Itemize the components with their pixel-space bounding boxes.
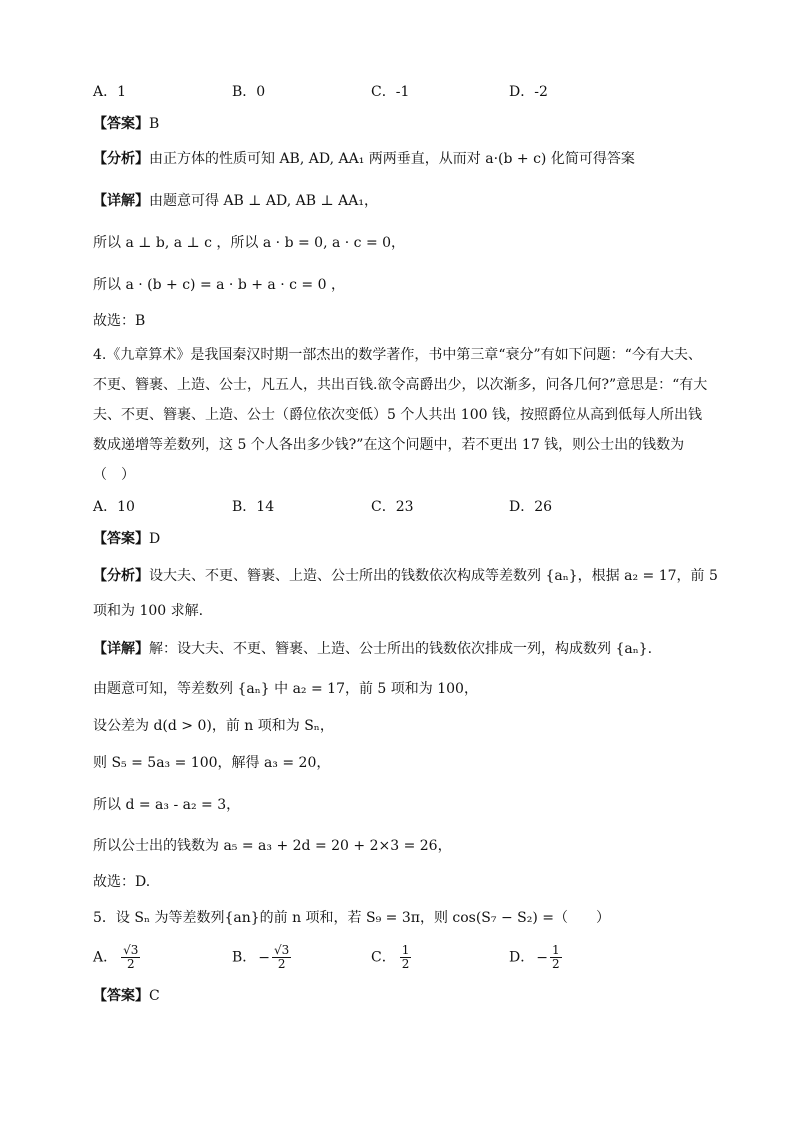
q4-step-2: 设公差为 d(d > 0)，前 n 项和为 Sₙ， <box>93 718 334 734</box>
q3-option-d: D．-2 <box>509 84 548 100</box>
q3-detail: 由题意可得 AB ⊥ AD, AB ⊥ AA₁， <box>149 193 378 209</box>
q5-answer: C <box>149 988 160 1004</box>
q4-answer-line <box>93 529 160 549</box>
option-sign: − <box>258 949 271 966</box>
q4-step-5: 所以公士出的钱数为 a₅ = a₃ + 2d = 20 + 2×3 = 26， <box>93 838 452 854</box>
q4-stem-line-2: 不更、簪裹、上造、公士，凡五人，共出百钱.欲令高爵出少，以次渐多，问各几何?”意思是：“有大 <box>93 377 708 393</box>
analysis-tag: 【分析】 <box>93 151 149 167</box>
fraction <box>121 944 140 971</box>
fraction-numerator: 1 <box>401 943 410 957</box>
fraction-denominator: 2 <box>551 957 560 971</box>
q4-stem-line-1: 4.《九章算术》是我国秦汉时期一部杰出的数学著作，书中第三章“衰分”有如下问题：“今有大夫、 <box>93 347 702 363</box>
q3-analysis-line <box>93 149 635 169</box>
fraction <box>400 944 412 971</box>
q3-step-1: 所以 a ⊥ b, a ⊥ c ，所以 a · b = 0, a · c = 0， <box>93 235 406 251</box>
q4-choose: 故选：D. <box>93 874 151 890</box>
q4-option-c: C．23 <box>371 499 414 515</box>
fraction <box>550 944 562 971</box>
q3-detail-line <box>93 191 378 211</box>
q4-option-b: B．14 <box>232 499 275 515</box>
q3-choose: 故选：B <box>93 313 146 329</box>
q4-answer: D <box>149 531 161 547</box>
q3-option-b: B．0 <box>232 84 266 100</box>
q3-option-c: C．-1 <box>371 84 410 100</box>
fraction-numerator: 1 <box>551 943 560 957</box>
option-letter: A． <box>93 949 118 966</box>
answer-tag: 【答案】 <box>93 988 149 1004</box>
q4-analysis-1: 设大夫、不更、簪裹、上造、公士所出的钱数依次构成等差数列 {aₙ}，根据 a₂ = 17，前 5 <box>149 568 718 584</box>
q5-option-a <box>93 944 140 971</box>
fraction-numerator: √3 <box>274 943 290 957</box>
q4-stem-line-4: 数成递增等差数列，这 5 个人各出多少钱?”在这个问题中，若不更出 17 钱，则公士出的钱数为 <box>93 437 685 453</box>
q4-option-a: A．10 <box>93 499 135 515</box>
option-letter: D． <box>509 949 535 966</box>
q5-option-c <box>371 944 411 971</box>
q5-answer-line <box>93 986 160 1006</box>
q3-answer-line <box>93 114 159 134</box>
detail-tag: 【详解】 <box>93 641 149 657</box>
q3-step-2: 所以 a · (b + c) = a · b + a · c = 0 ， <box>93 277 345 293</box>
q4-step-3: 则 S₅ = 5a₃ = 100，解得 a₃ = 20， <box>93 755 331 771</box>
q3-option-a: A．1 <box>93 84 127 100</box>
q4-step-1: 由题意可知，等差数列 {aₙ} 中 a₂ = 17，前 5 项和为 100， <box>93 681 478 697</box>
analysis-tag: 【分析】 <box>93 568 149 584</box>
option-letter: C． <box>371 949 396 966</box>
option-sign: − <box>536 949 548 966</box>
q4-analysis-line-1 <box>93 566 718 586</box>
q4-stem-line-3: 夫、不更、簪裹、上造、公士（爵位依次变低）5 个人共出 100 钱，按照爵位从高到低每人所出钱 <box>93 407 702 423</box>
q3-analysis: 由正方体的性质可知 AB, AD, AA₁ 两两垂直，从而对 a·(b + c) 化简可得答案 <box>149 151 635 167</box>
answer-tag: 【答案】 <box>93 531 149 547</box>
q5-stem: 5．设 Sₙ 为等差数列{an}的前 n 项和，若 S₉ = 3π，则 cos(S₇ − S₂) =（ ） <box>93 910 610 926</box>
fraction-numerator: √3 <box>123 943 139 957</box>
q4-detail-line <box>93 639 652 659</box>
q4-option-d: D．26 <box>509 499 553 515</box>
q4-analysis-line-2: 项和为 100 求解. <box>93 603 204 619</box>
option-letter: B． <box>232 949 257 966</box>
q5-option-b <box>232 944 291 971</box>
fraction-denominator: 2 <box>126 957 135 971</box>
fraction <box>272 944 291 971</box>
detail-tag: 【详解】 <box>93 193 149 209</box>
fraction-denominator: 2 <box>401 957 410 971</box>
q4-stem-line-5: （ ） <box>93 467 135 483</box>
q5-option-d <box>509 944 562 971</box>
fraction-denominator: 2 <box>277 957 286 971</box>
answer-tag: 【答案】 <box>93 116 149 132</box>
q4-step-4: 所以 d = a₃ - a₂ = 3， <box>93 797 241 813</box>
q4-detail: 解：设大夫、不更、簪裹、上造、公士所出的钱数依次排成一列，构成数列 {aₙ}. <box>149 641 653 657</box>
q3-answer: B <box>149 116 160 132</box>
